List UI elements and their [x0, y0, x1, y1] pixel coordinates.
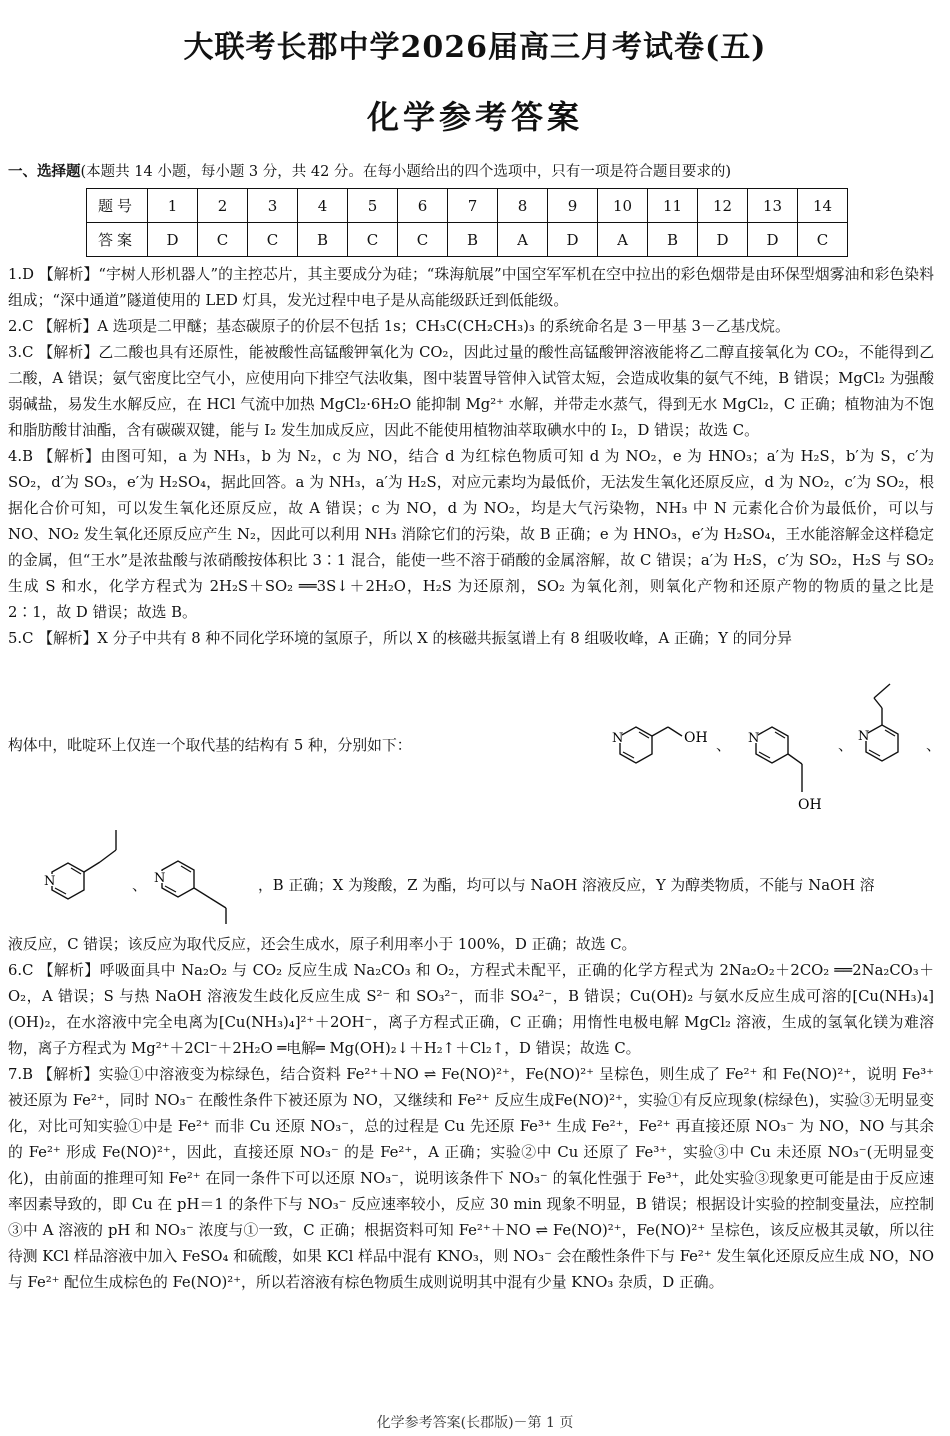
structure-3-methoxymethylpyridine	[38, 820, 138, 910]
structure-2-methoxymethylpyridine	[846, 672, 926, 772]
table-cell: 5	[348, 189, 398, 223]
table-cell: C	[398, 223, 448, 257]
explanation-q5-line2: 构体中，吡啶环上仅连一个取代基的结构有 5 种，分别如下：	[8, 737, 412, 754]
oh-label: OH	[684, 730, 708, 746]
n-atom-label: N	[612, 731, 624, 746]
answer-table	[86, 188, 848, 257]
row-label-answer: 答案	[87, 223, 148, 257]
table-cell: D	[548, 223, 598, 257]
table-cell: 3	[248, 189, 298, 223]
answer-title: 化学参考答案	[366, 98, 583, 136]
table-cell: 12	[698, 189, 748, 223]
explanations-block-1	[8, 262, 934, 652]
explanation-q3: 3.C 【解析】乙二酸也具有还原性，能被酸性高锰酸钾氧化为 CO₂，因此过量的酸性高锰酸钾溶液能将乙二醇直接氧化为 CO₂，不能得到乙二酸，A 错误；氨气密度比空气小，应使用向下排空气法收集，图中装置导管伸入试管太短，会造成收集的氨气不纯，B 错误；MgCl₂ 为强酸弱碱盐，易发生水解反应，在 HCl 气流中加热 MgCl₂·6H₂O 能抑制 Mg²⁺ 水解，并带走水蒸气，得到无水 MgCl₂，C 正确；植物油为不饱和脂肪酸甘油酯，含有碳碳双键，能与 I₂ 发生加成反应，因此不能使用植物油萃取碘水中的 I₂，D 错误；故选 C。	[8, 344, 934, 439]
table-cell: 4	[298, 189, 348, 223]
table-cell: 10	[598, 189, 648, 223]
explanation-q2: 2.C 【解析】A 选项是二甲醚；基态碳原子的价层不包括 1s；CH₃C(CH₂CH₃)₃ 的系统命名是 3－甲基 3－乙基戊烷。	[8, 318, 790, 335]
table-cell: 1	[148, 189, 198, 223]
table-cell: 9	[548, 189, 598, 223]
table-cell: D	[698, 223, 748, 257]
table-cell: B	[298, 223, 348, 257]
table-cell: B	[448, 223, 498, 257]
exam-title: 大联考长郡中学2026届高三月考试卷(五)	[183, 30, 767, 65]
explanation-q1: 1.D 【解析】“宇树人形机器人”的主控芯片，其主要成分为硅；“珠海航展”中国空军军机在空中拉出的彩色烟带是由环保型烟雾油和彩色染料组成；“深中通道”隧道使用的 LED 灯具，发光过程中电子是从高能级跃迁到低能级。	[8, 266, 934, 309]
separator: 、	[838, 737, 853, 754]
explanation-q5-line4: 液反应，C 错误；该反应为取代反应，还会生成水，原子利用率小于 100%，D 正确；故选 C。	[8, 936, 637, 953]
n-atom-label: N	[858, 729, 870, 744]
separator: 、	[716, 737, 731, 754]
table-cell: 11	[648, 189, 698, 223]
n-atom-label: N	[44, 874, 56, 889]
explanations-block-2	[8, 932, 934, 1296]
table-cell: 2	[198, 189, 248, 223]
explanation-q7: 7.B 【解析】实验①中溶液变为棕绿色，结合资料 Fe²⁺＋NO ⇌ Fe(NO)²⁺，Fe(NO)²⁺ 呈棕色，则生成了 Fe²⁺ 和 Fe(NO)²⁺，说明 Fe³⁺ 被还原为 Fe²⁺，同时 NO₃⁻ 在酸性条件下被还原为 NO，又继续和 Fe²⁺ 反应生成Fe(NO)²⁺，实验①有反应现象(棕绿色)，实验③无明显变化，对比可知实验①中是 Fe²⁺ 而非 Cu 还原 NO₃⁻，总的过程是 Cu 先还原 Fe³⁺ 生成 Fe²⁺，Fe²⁺ 再直接还原 NO₃⁻ 为 NO，NO 与其余的 Fe²⁺ 形成 Fe(NO)²⁺，因此，直接还原 NO₃⁻ 的是 Fe²⁺，A 正确；实验②中 Cu 还原了 Fe³⁺，实验③中 Cu 未还原 NO₃⁻(无明显变化)，由前面的推理可知 Fe²⁺ 在同一条件下可以还原 NO₃⁻，说明该条件下 NO₃⁻ 的氧化性强于 Fe³⁺，此处实验③现象更可能是由于反应速率因素导致的，即 Cu 在 pH＝1 的条件下与 NO₃⁻ 反应速率较小，反应 30 min 现象不明显，B 错误；根据设计实验的控制变量法，应控制③中 A 溶液的 pH 和 NO₃⁻ 浓度与①一致，C 正确；根据资料可知 Fe²⁺＋NO ⇌ Fe(NO)²⁺，Fe(NO)²⁺ 呈棕色，该反应极其灵敏，所以往待测 KCl 样品溶液中加入 FeSO₄ 和硫酸，如果 KCl 样品中混有 KNO₃，则 NO₃⁻ 会在酸性条件下与 Fe²⁺ 发生氧化还原反应生成 NO，NO 与 Fe²⁺ 配位生成棕色的 Fe(NO)²⁺，所以若溶液有棕色物质生成则说明其中混有少量 KNO₃ 杂质，D 正确。	[8, 1066, 934, 1291]
table-cell: A	[498, 223, 548, 257]
page-footer: 化学参考答案(长郡版)－第 1 页	[376, 1415, 574, 1431]
table-cell: C	[798, 223, 848, 257]
explanation-q4: 4.B 【解析】由图可知，a 为 NH₃，b 为 N₂，c 为 NO，结合 d 为红棕色物质可知 d 为 NO₂，e 为 HNO₃；a′为 H₂S，b′为 S，c′为 SO₂，d′为 SO₃，e′为 H₂SO₄，据此回答。a 为 NH₃，a′为 H₂S，对应元素均为最低价，无法发生氧化还原反应，d 为 NO₂，c′为 SO₂，根据化合价可知，可以发生氧化还原反应，故 A 错误；c 为 NO，d 为 NO₂，均是大气污染物，NH₃ 中 N 元素化合价为最低价，可以与 NO、NO₂ 发生氧化还原反应产生 N₂，因此可以利用 NH₃ 消除它们的污染，故 B 正确；e 为 HNO₃，e′为 H₂SO₄，王水能溶解金这样稳定的金属，但“王水”是浓盐酸与浓硝酸按体积比 3∶1 混合，能使一些不溶于硝酸的金属溶解，故 C 错误；a′为 H₂S，c′为 SO₂，H₂S 与 SO₂ 生成 S 和水，化学方程式为 2H₂S＋SO₂ ══3S↓＋2H₂O，H₂S 为还原剂，SO₂ 为氧化剂，则氧化产物和还原产物的物质的量之比是 2∶1，故 D 错误；故选 B。	[8, 448, 934, 621]
n-atom-label: N	[748, 731, 760, 746]
table-cell: 14	[798, 189, 848, 223]
table-cell: B	[648, 223, 698, 257]
table-cell: D	[748, 223, 798, 257]
separator: 、	[926, 737, 941, 754]
structure-4-methoxymethylpyridine	[148, 848, 258, 930]
table-cell: C	[198, 223, 248, 257]
section-heading	[8, 160, 938, 181]
section-label: 一、选择题	[8, 164, 81, 180]
table-cell: 13	[748, 189, 798, 223]
table-cell: D	[148, 223, 198, 257]
table-row-numbers	[87, 189, 848, 223]
table-cell: 7	[448, 189, 498, 223]
table-row-answers	[87, 223, 848, 257]
table-cell: A	[598, 223, 648, 257]
structure-3-pyridylmethanol	[734, 708, 834, 818]
separator: 、	[132, 877, 147, 894]
table-cell: 8	[498, 189, 548, 223]
n-atom-label: N	[154, 871, 166, 886]
explanation-q6: 6.C 【解析】呼吸面具中 Na₂O₂ 与 CO₂ 反应生成 Na₂CO₃ 和 O₂，方程式未配平，正确的化学方程式为 2Na₂O₂＋2CO₂ ══2Na₂CO₃＋O₂，A 错误；S 与热 NaOH 溶液发生歧化反应生成 S²⁻ 和 SO₃²⁻，而非 SO₄²⁻，B 错误；Cu(OH)₂ 与氨水反应生成可溶的[Cu(NH₃)₄](OH)₂，在水溶液中完全电离为[Cu(NH₃)₄]²⁺＋2OH⁻，离子方程式正确，C 正确；用惰性电极电解 MgCl₂ 溶液，生成的氢氧化镁为难溶物，离子方程式为 Mg²⁺＋2Cl⁻＋2H₂O ═电解═ Mg(OH)₂↓＋H₂↑＋Cl₂↑，D 错误；故选 C。	[8, 962, 934, 1057]
explanation-q5-line1: 5.C 【解析】X 分子中共有 8 种不同化学环境的氢原子，所以 X 的核磁共振氢谱上有 8 组吸收峰，A 正确；Y 的同分异	[8, 630, 792, 647]
table-cell: 6	[398, 189, 448, 223]
row-label-number: 题号	[87, 189, 148, 223]
section-note: (本题共 14 小题，每小题 3 分，共 42 分。在每小题给出的四个选项中，只有一项是符合题目要求的)	[80, 164, 732, 180]
table-cell: C	[248, 223, 298, 257]
explanation-q5-line3: ，B 正确；X 为羧酸，Z 为酯，均可以与 NaOH 溶液反应，Y 为醇类物质，不能与 NaOH 溶	[258, 877, 875, 894]
table-cell: C	[348, 223, 398, 257]
oh-label: OH	[798, 797, 822, 813]
structure-4-pyridylmethanol	[598, 708, 718, 778]
